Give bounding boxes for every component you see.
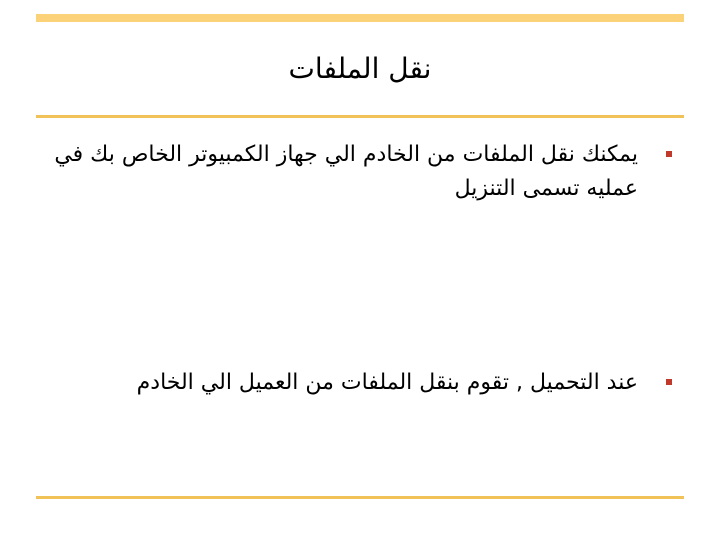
bullet-list (22, 138, 672, 400)
title-divider (36, 115, 684, 118)
slide-title: نقل الملفات (288, 52, 432, 85)
bottom-divider (36, 496, 684, 499)
bullet-item (22, 366, 672, 400)
bullet-text: عند التحميل , تقوم بنقل الملفات من العميل الي الخادم (136, 370, 638, 395)
square-bullet-icon (666, 379, 672, 385)
top-accent-bar (36, 14, 684, 22)
bullet-text: يمكنك نقل الملفات من الخادم الي جهاز الكمبيوتر الخاص بك في عمليه تسمى التنزيل (54, 142, 638, 201)
bullet-item (22, 138, 672, 206)
square-bullet-icon (666, 151, 672, 157)
